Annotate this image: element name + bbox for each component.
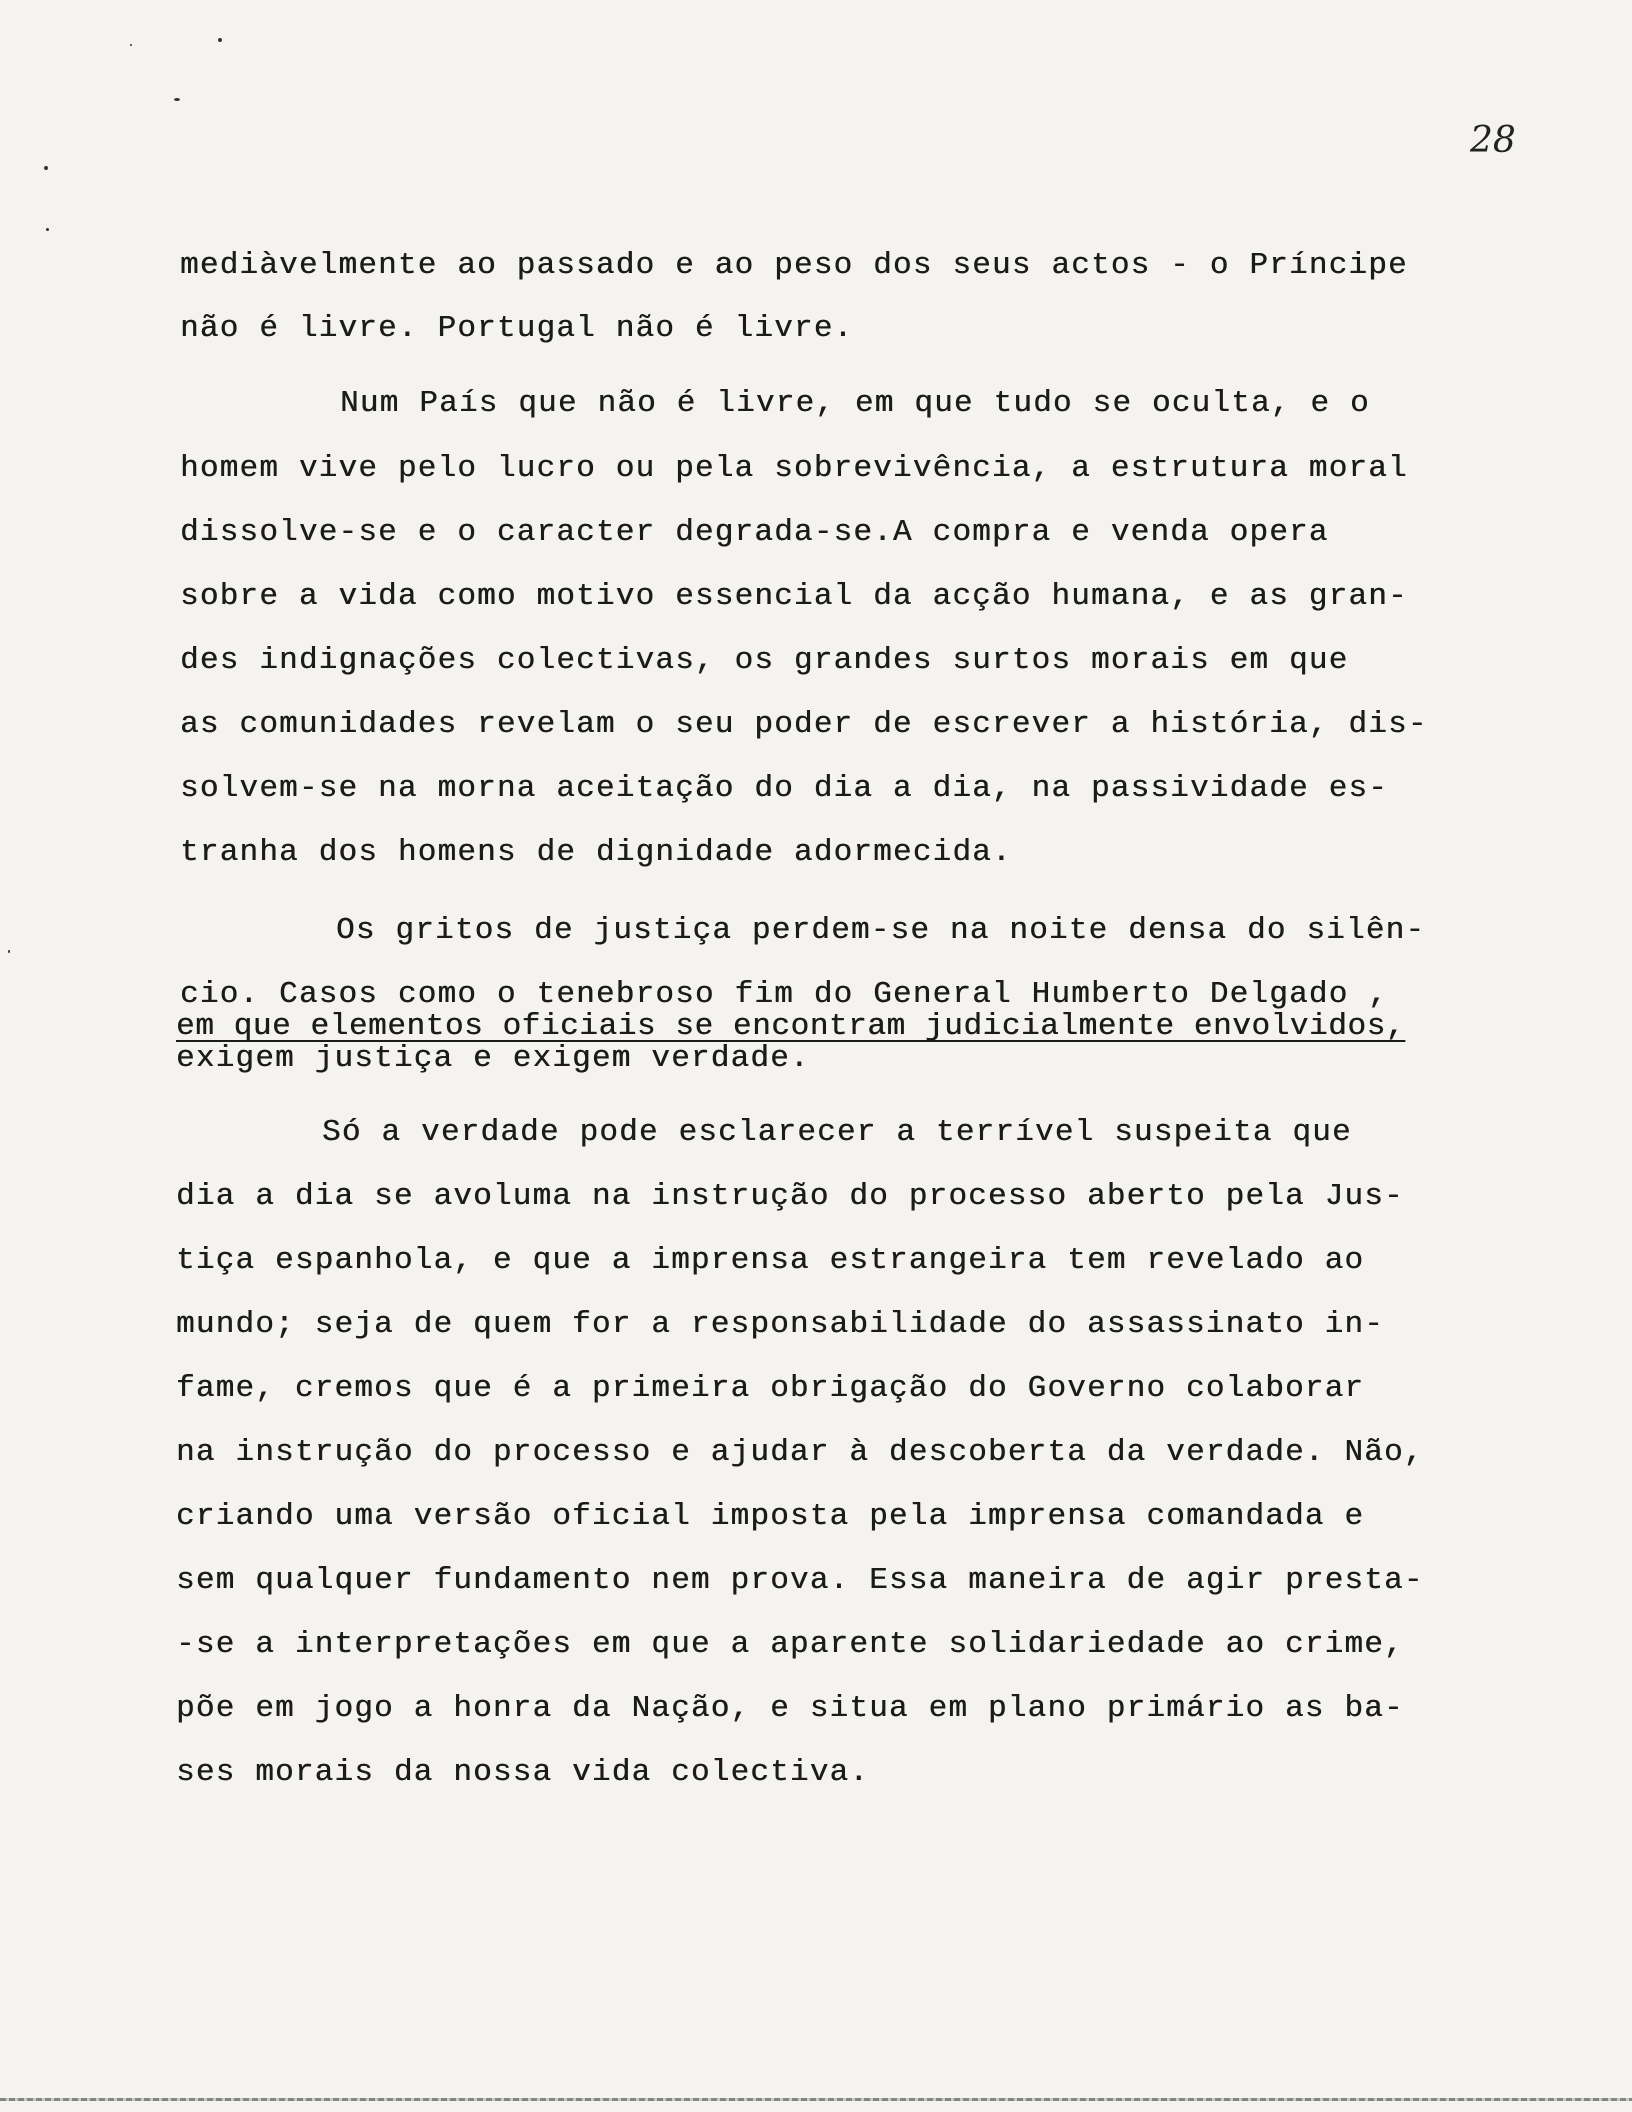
text-line: criando uma versão oficial imposta pela imprensa comandada e (176, 1499, 1365, 1534)
text-line: as comunidades revelam o seu poder de escrever a história, dis- (180, 707, 1428, 742)
paper-speck (46, 228, 49, 231)
text-line: mediàvelmente ao passado e ao peso dos seus actos - o Príncipe (180, 248, 1408, 283)
text-line: tiça espanhola, e que a imprensa estrangeira tem revelado ao (176, 1243, 1365, 1278)
paper-speck (218, 38, 222, 42)
text-line: dia a dia se avoluma na instrução do processo aberto pela Jus- (176, 1179, 1404, 1214)
paper-speck (44, 166, 48, 170)
text-line: des indignações colectivas, os grandes surtos morais em que (180, 643, 1349, 678)
text-line: na instrução do processo e ajudar à descoberta da verdade. Não, (176, 1435, 1424, 1470)
text-line: não é livre. Portugal não é livre. (180, 311, 854, 346)
paper-speck (174, 98, 180, 101)
text-line: sobre a vida como motivo essencial da acção humana, e as gran- (180, 579, 1408, 614)
scan-bottom-edge (0, 2098, 1632, 2101)
text-line: homem vive pelo lucro ou pela sobrevivência, a estrutura moral (180, 451, 1408, 486)
text-line: dissolve-se e o caracter degrada-se.A compra e venda opera (180, 515, 1329, 550)
text-line: põe em jogo a honra da Nação, e situa em plano primário as ba- (176, 1691, 1404, 1726)
text-line: Os gritos de justiça perdem-se na noite densa do silên- (336, 913, 1426, 948)
text-line: tranha dos homens de dignidade adormecida. (180, 835, 1012, 870)
text-line: Num País que não é livre, em que tudo se oculta, e o (340, 386, 1370, 421)
page-number: 28 (1470, 120, 1516, 161)
text-line: cio. Casos como o tenebroso fim do General Humberto Delgado , (180, 977, 1388, 1012)
text-line: -se a interpretações em que a aparente solidariedade ao crime, (176, 1627, 1404, 1662)
text-line: ses morais da nossa vida colectiva. (176, 1755, 870, 1790)
text-line: exigem justiça e exigem verdade. (176, 1041, 810, 1076)
text-line: fame, cremos que é a primeira obrigação do Governo colaborar (176, 1371, 1365, 1406)
paper-speck (8, 950, 10, 953)
text-line: Só a verdade pode esclarecer a terrível suspeita que (322, 1115, 1352, 1150)
text-line: sem qualquer fundamento nem prova. Essa maneira de agir presta- (176, 1563, 1424, 1598)
paper-speck (130, 44, 132, 46)
text-line: solvem-se na morna aceitação do dia a dia, na passividade es- (180, 771, 1388, 806)
text-line: mundo; seja de quem for a responsabilidade do assassinato in- (176, 1307, 1384, 1342)
underlined-insertion-line: em que elementos oficiais se encontram judicialmente envolvidos, (176, 1009, 1405, 1044)
